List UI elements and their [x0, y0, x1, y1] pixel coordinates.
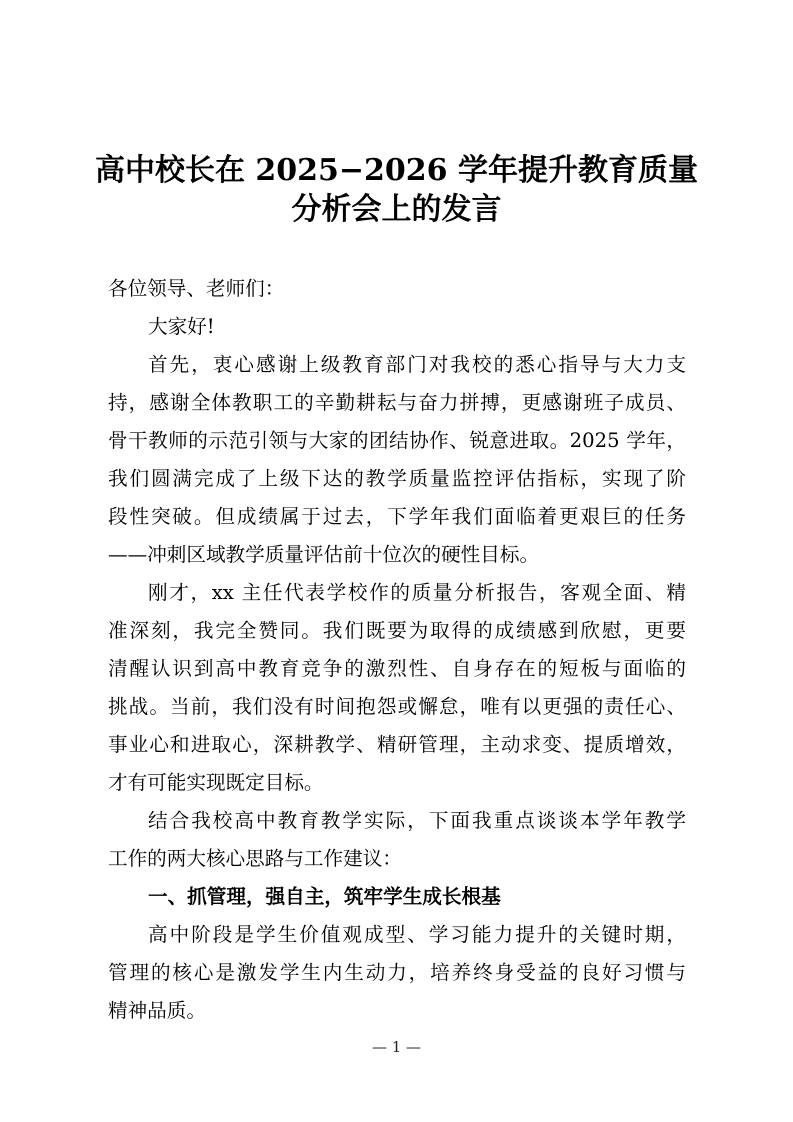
paragraph-4-line: 精神品质。: [108, 999, 206, 1022]
document-title-line-1: 高中校长在 2025−2026 学年提升教育质量: [94, 153, 699, 188]
paragraph-1-line: 段性突破。但成绩属于过去，下学年我们面临着更艰巨的任务: [108, 505, 686, 528]
paragraph-2-line: 事业心和进取心，深耕教学、精研管理，主动求变、提质增效，: [108, 733, 686, 756]
paragraph-1-line: 首先，衷心感谢上级教育部门对我校的悉心指导与大力支: [148, 353, 686, 376]
paragraph-1-line: ——冲刺区域教学质量评估前十位次的硬性目标。: [108, 543, 540, 566]
paragraph-2-line: 挑战。当前，我们没有时间抱怨或懈怠，唯有以更强的责任心、: [108, 695, 686, 718]
paragraph-4-line: 高中阶段是学生价值观成型、学习能力提升的关键时期，: [148, 923, 686, 946]
paragraph-4-line: 管理的核心是激发学生内生动力，培养终身受益的良好习惯与: [108, 961, 686, 984]
paragraph-2-line: 才有可能实现既定目标。: [108, 771, 324, 794]
paragraph-2-line: 刚才，xx 主任代表学校作的质量分析报告，客观全面、精: [148, 581, 686, 604]
paragraph-3-line: 工作的两大核心思路与工作建议：: [108, 847, 402, 870]
paragraph-3-line: 结合我校高中教育教学实际，下面我重点谈谈本学年教学: [148, 809, 686, 832]
paragraph-2-line: 准深刻，我完全赞同。我们既要为取得的成绩感到欣慰，更要: [108, 619, 686, 642]
section-heading-1: 一、抓管理，强自主，筑牢学生成长根基: [148, 885, 501, 908]
document-title-line-2: 分析会上的发言: [291, 192, 502, 227]
paragraph-2-line: 清醒认识到高中教育竞争的激烈性、自身存在的短板与面临的: [108, 657, 686, 680]
paragraph-1-line: 骨干教师的示范引领与大家的团结协作、锐意进取。2025 学年，: [108, 429, 686, 452]
page-number: — 1 —: [371, 1038, 422, 1056]
salutation: 各位领导、老师们：: [108, 277, 285, 300]
paragraph-1-line: 持，感谢全体教职工的辛勤耕耘与奋力拼搏，更感谢班子成员、: [108, 391, 686, 414]
paragraph-1-line: 我们圆满完成了上级下达的教学质量监控评估指标，实现了阶: [108, 467, 686, 490]
greeting: 大家好!: [148, 315, 215, 338]
